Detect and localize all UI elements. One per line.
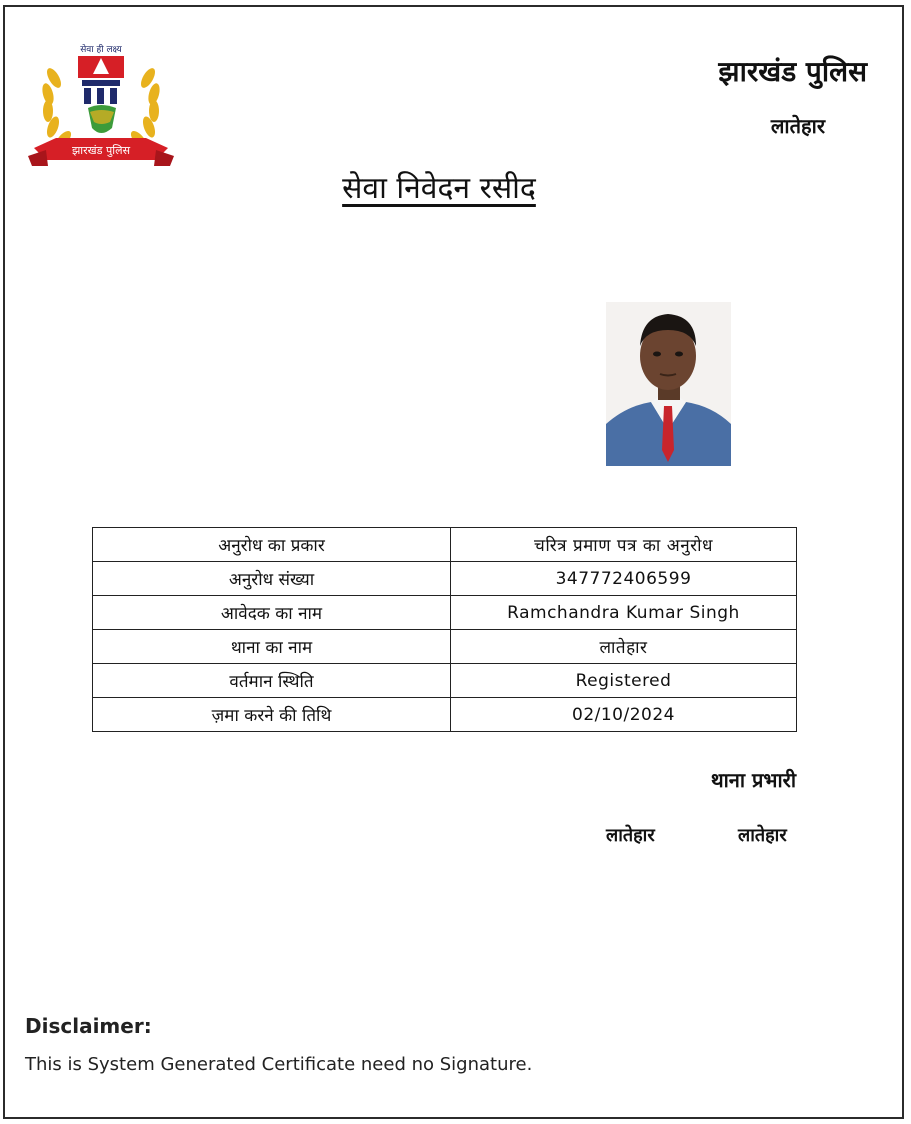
- applicant-photo: [606, 302, 731, 466]
- officer-place-secondary: लातेहार: [738, 825, 787, 846]
- row-value: 347772406599: [451, 562, 797, 596]
- disclaimer-heading: Disclaimer:: [25, 1014, 152, 1038]
- row-value: लातेहार: [451, 630, 797, 664]
- logo-ribbon-text: झारखंड पुलिस: [71, 144, 131, 157]
- row-label: अनुरोध का प्रकार: [93, 528, 451, 562]
- police-emblem-icon: [26, 38, 176, 178]
- table-row: [93, 630, 797, 664]
- district-name: लातेहार: [770, 114, 825, 138]
- jharkhand-police-logo: [26, 38, 176, 178]
- row-value: Registered: [451, 664, 797, 698]
- row-value: 02/10/2024: [451, 698, 797, 732]
- request-details-table: [92, 527, 797, 732]
- logo-top-text: सेवा ही लक्ष्य: [80, 45, 122, 55]
- row-value: चरित्र प्रमाण पत्र का अनुरोध: [451, 528, 797, 562]
- disclaimer-text: This is System Generated Certificate need no Signature.: [25, 1054, 533, 1075]
- table-row: [93, 698, 797, 732]
- person-photo-icon: [606, 302, 731, 466]
- row-label: वर्तमान स्थिति: [93, 664, 451, 698]
- document-title: सेवा निवेदन रसीद: [342, 171, 536, 206]
- row-label: थाना का नाम: [93, 630, 451, 664]
- row-label: आवेदक का नाम: [93, 596, 451, 630]
- row-label: अनुरोध संख्या: [93, 562, 451, 596]
- row-label: ज़मा करने की तिथि: [93, 698, 451, 732]
- table-row: [93, 664, 797, 698]
- table-row: [93, 528, 797, 562]
- table-row: [93, 596, 797, 630]
- table-row: [93, 562, 797, 596]
- row-value: Ramchandra Kumar Singh: [451, 596, 797, 630]
- officer-title: थाना प्रभारी: [710, 768, 796, 792]
- officer-place-primary: लातेहार: [606, 825, 655, 846]
- org-title: झारखंड पुलिस: [718, 55, 867, 88]
